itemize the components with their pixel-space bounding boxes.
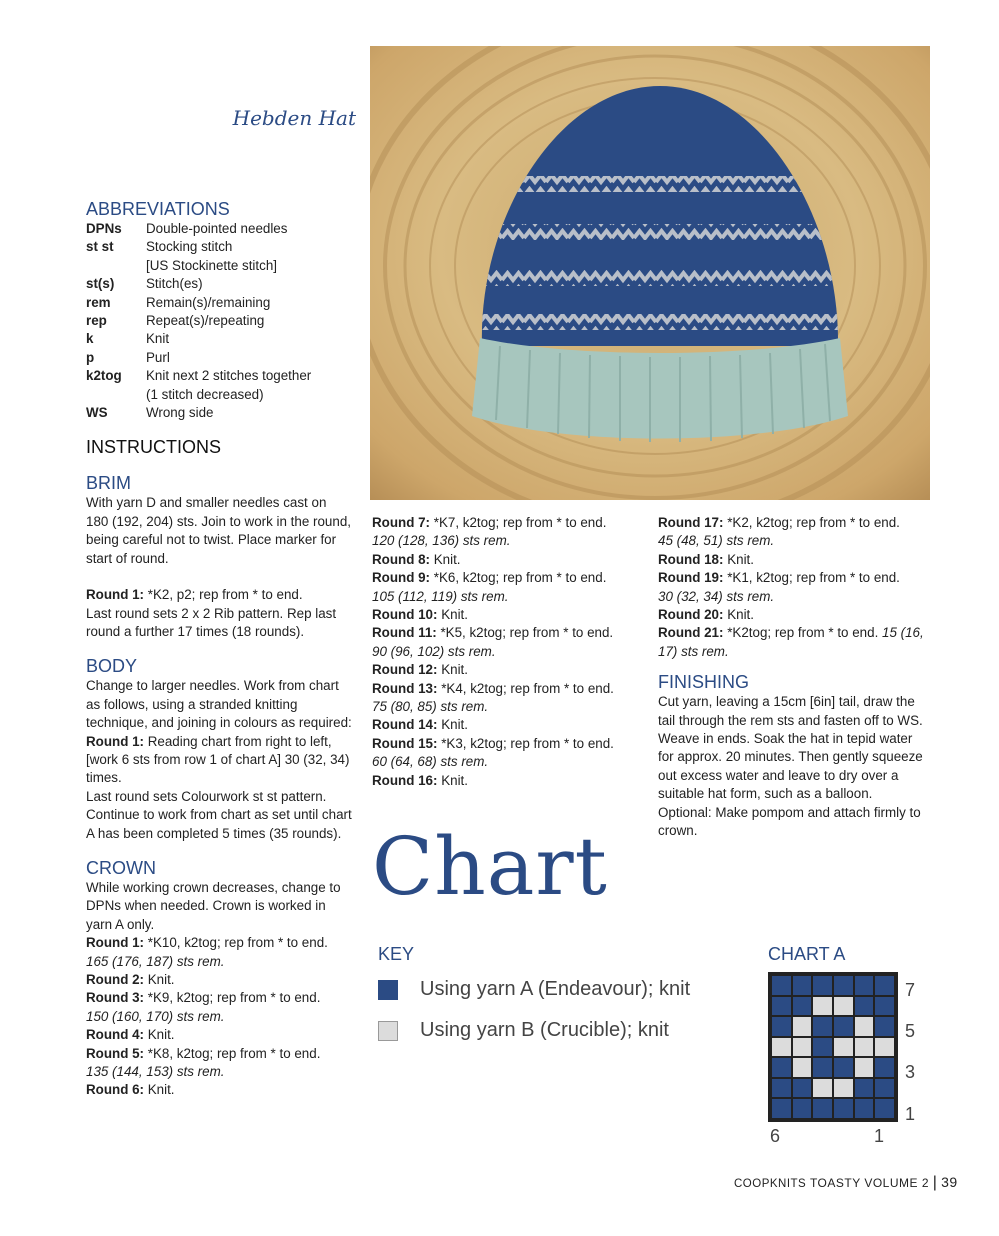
chart-col-label: 6	[770, 1126, 781, 1146]
chart-a-cells	[772, 976, 894, 1118]
round-remaining: 150 (160, 170) sts rem.	[86, 1008, 225, 1024]
abbreviation-term: p	[86, 349, 95, 365]
page-footer	[734, 1174, 958, 1192]
round-label: Round 4:	[86, 1027, 145, 1043]
chart-cell-yarn-b	[875, 1038, 894, 1057]
round-text: *K6, k2tog; rep from * to end.	[430, 570, 607, 586]
round-text: Reading chart from right to left, [work 6 sts from row 1 of chart A] 30 (32, 34) times.	[86, 733, 350, 786]
abbreviation-row	[86, 404, 352, 422]
abbreviation-term: rem	[86, 294, 111, 310]
round-label: Round 3:	[86, 990, 145, 1006]
key-heading: KEY	[378, 944, 415, 964]
round-text: *K2tog; rep from * to end.	[723, 625, 883, 641]
abbreviations-heading: ABBREVIATIONS	[86, 199, 230, 219]
chart-cell-yarn-a	[813, 1058, 832, 1077]
round-label: Round 9:	[372, 570, 431, 586]
round-text: Knit.	[430, 551, 461, 567]
abbreviation-term	[86, 257, 146, 275]
crown-round	[658, 606, 930, 624]
chart-cell-yarn-a	[793, 976, 812, 995]
round-remaining: 15 (16, 17) sts rem.	[658, 625, 924, 659]
abbreviation-term: st st	[86, 239, 114, 255]
abbreviations-list	[86, 220, 352, 422]
round-label: Round 5:	[86, 1045, 145, 1061]
chart-cell-yarn-a	[855, 997, 874, 1016]
key-item-b-label: Using yarn B (Crucible); knit	[420, 1019, 669, 1041]
chart-cell-yarn-a	[834, 1017, 853, 1036]
crown-rounds-col3	[658, 514, 930, 624]
chart-cell-yarn-a	[855, 1079, 874, 1098]
round-text: Knit.	[144, 972, 175, 987]
round-label: Round 7:	[372, 515, 431, 530]
chart-cell-yarn-b	[855, 1017, 874, 1036]
round-text: Knit.	[723, 607, 754, 623]
chart-cell-yarn-a	[875, 976, 894, 995]
brim-paragraph-2: Last round sets 2 x 2 Rib pattern. Rep last round a further 17 times (18 rounds).	[86, 605, 337, 639]
chart-cell-yarn-a	[772, 1079, 791, 1098]
abbreviation-term	[86, 386, 146, 404]
chart-heading: Chart	[372, 820, 608, 913]
chart-cell-yarn-a	[772, 1099, 791, 1118]
round-text: *K2, p2; rep from * to end.	[144, 587, 303, 603]
round-text: *K5, k2tog; rep from * to end.	[436, 625, 614, 641]
crown-round	[372, 551, 642, 569]
chart-cell-yarn-a	[855, 1099, 874, 1118]
round-text: *K9, k2tog; rep from * to end.	[144, 990, 321, 1006]
round-label: Round 1:	[86, 587, 145, 603]
round-text: Knit.	[437, 772, 468, 788]
abbreviation-row	[86, 275, 352, 293]
round-text: Knit.	[144, 1082, 175, 1098]
body-paragraph-2: Last round sets Colourwork st st pattern. Continue to work from chart as set until chart A has been completed 5 times (35 rounds).	[86, 788, 352, 841]
abbreviation-term: DPNs	[86, 221, 122, 236]
round-remaining: 165 (176, 187) sts rem.	[86, 953, 225, 969]
finishing-heading: FINISHING	[658, 672, 750, 693]
round-label: Round 1:	[86, 733, 145, 749]
crown-round	[372, 606, 642, 624]
round-text: *K10, k2tog; rep from * to end.	[144, 935, 328, 951]
crown-round	[372, 569, 642, 587]
round-remaining: 135 (144, 153) sts rem.	[86, 1064, 225, 1080]
chart-cell-yarn-b	[855, 1058, 874, 1077]
footer-volume: TOASTY VOLUME 2	[809, 1176, 930, 1190]
abbreviation-meaning: Stocking stitch	[146, 239, 233, 255]
chart-row-label: 5	[905, 1021, 916, 1041]
abbreviation-row	[86, 294, 352, 312]
round-text: *K2, k2tog; rep from * to end.	[723, 515, 900, 530]
round-text: *K4, k2tog; rep from * to end.	[437, 680, 614, 696]
chart-cell-yarn-a	[834, 976, 853, 995]
round-text: Knit.	[437, 662, 468, 678]
abbreviation-row	[86, 367, 352, 385]
key-item-b	[378, 1019, 669, 1042]
page-number: 39	[941, 1174, 958, 1190]
key-item-a-label: Using yarn A (Endeavour); knit	[420, 978, 691, 1000]
crown-round	[372, 624, 642, 642]
chart-cell-yarn-b	[834, 1038, 853, 1057]
column-middle	[372, 514, 642, 790]
crown-round	[86, 971, 352, 989]
crown-round	[86, 1045, 352, 1063]
round-text: Knit.	[437, 717, 468, 733]
abbreviation-meaning: Knit	[146, 331, 170, 347]
abbreviation-term: k2tog	[86, 368, 122, 384]
crown-round	[372, 680, 642, 698]
chart-a-heading: CHART A	[768, 944, 846, 964]
abbreviation-row	[86, 220, 352, 238]
chart-cell-yarn-b	[813, 1079, 832, 1098]
round-label: Round 19:	[658, 570, 724, 586]
hat-photo	[370, 46, 930, 500]
round-label: Round 17:	[658, 515, 724, 530]
round-text: Knit.	[144, 1027, 175, 1043]
chart-row-label: 7	[905, 980, 916, 1000]
round-remaining: 90 (96, 102) sts rem.	[372, 643, 496, 659]
round-label: Round 12:	[372, 662, 438, 678]
chart-cell-yarn-a	[793, 1099, 812, 1118]
chart-cell-yarn-b	[813, 997, 832, 1016]
abbreviation-meaning: Remain(s)/remaining	[146, 294, 271, 310]
crown-heading: CROWN	[86, 857, 156, 878]
round-label: Round 6:	[86, 1082, 145, 1098]
chart-cell-yarn-b	[772, 1038, 791, 1057]
round-label: Round 14:	[372, 717, 438, 733]
abbreviation-meaning: Wrong side	[146, 405, 214, 421]
round-remaining: 75 (80, 85) sts rem.	[372, 699, 489, 715]
chart-cell-yarn-a	[813, 976, 832, 995]
crown-round	[86, 1081, 352, 1099]
crown-round	[86, 1026, 352, 1044]
crown-round	[658, 569, 930, 587]
chart-cell-yarn-b	[834, 1079, 853, 1098]
grey-swatch-icon	[378, 1021, 398, 1041]
crown-round-21	[658, 624, 930, 661]
chart-cell-yarn-a	[772, 1017, 791, 1036]
crown-rounds-col2	[372, 514, 642, 790]
crown-round	[86, 989, 352, 1007]
round-text: Knit.	[437, 607, 468, 623]
chart-cell-yarn-a	[793, 1079, 812, 1098]
chart-cell-yarn-b	[855, 1038, 874, 1057]
chart-cell-yarn-b	[793, 1058, 812, 1077]
round-label: Round 10:	[372, 607, 438, 623]
instructions-heading: INSTRUCTIONS	[86, 437, 221, 458]
crown-round	[372, 772, 642, 790]
chart-cell-yarn-a	[875, 1017, 894, 1036]
abbreviation-meaning: Knit next 2 stitches together	[146, 368, 312, 384]
abbreviation-meaning: (1 stitch decreased)	[146, 386, 264, 402]
round-label: Round 1:	[86, 935, 145, 951]
crown-paragraph: While working crown decreases, change to DPNs when needed. Crown is worked in yarn A only.	[86, 879, 341, 932]
abbreviation-meaning: [US Stockinette stitch]	[146, 257, 277, 273]
round-label: Round 13:	[372, 680, 438, 696]
chart-cell-yarn-a	[834, 1099, 853, 1118]
footer-brand: COOPKNITS	[734, 1178, 807, 1190]
round-label: Round 11:	[372, 625, 437, 641]
chart-col-label: 1	[874, 1126, 885, 1146]
body-round-1	[86, 733, 352, 788]
round-label: Round 20:	[658, 607, 724, 623]
round-remaining: 60 (64, 68) sts rem.	[372, 754, 489, 770]
round-label: Round 15:	[372, 735, 438, 751]
chart-cell-yarn-a	[813, 1038, 832, 1057]
round-label: Round 8:	[372, 551, 431, 567]
abbreviation-row	[86, 330, 352, 348]
crown-round	[658, 514, 930, 532]
brim-heading: BRIM	[86, 473, 131, 494]
abbreviation-row	[86, 257, 352, 275]
chart-cell-yarn-a	[813, 1099, 832, 1118]
finishing-optional: Optional: Make pompom and attach firmly to crown.	[658, 804, 921, 839]
chart-a-grid	[768, 972, 898, 1122]
brim-paragraph: With yarn D and smaller needles cast on 180 (192, 204) sts. Join to work in the round, being careful not to twist. Place marker for start of round.	[86, 495, 351, 566]
crown-round	[372, 661, 642, 679]
crown-round	[372, 514, 642, 532]
chart-cell-yarn-b	[834, 997, 853, 1016]
crown-round	[372, 735, 642, 753]
abbreviation-term: rep	[86, 313, 107, 329]
round-text: *K7, k2tog; rep from * to end.	[430, 515, 607, 530]
round-text: *K3, k2tog; rep from * to end.	[437, 735, 614, 751]
crown-round	[372, 716, 642, 734]
round-text: Knit.	[723, 551, 754, 567]
navy-swatch-icon	[378, 980, 398, 1000]
round-label: Round 18:	[658, 551, 724, 567]
abbreviation-row	[86, 349, 352, 367]
chart-cell-yarn-a	[772, 1058, 791, 1077]
abbreviation-term: WS	[86, 405, 108, 421]
round-label: Round 2:	[86, 972, 145, 987]
brim-round-1	[86, 586, 352, 604]
chart-cell-yarn-a	[855, 976, 874, 995]
abbreviation-meaning: Repeat(s)/repeating	[146, 313, 265, 329]
chart-cell-yarn-a	[772, 976, 791, 995]
round-label: Round 21:	[658, 625, 724, 641]
chart-cell-yarn-a	[875, 1058, 894, 1077]
abbreviation-meaning: Purl	[146, 349, 170, 365]
crown-rounds-col1	[86, 934, 352, 1100]
chart-cell-yarn-b	[793, 1017, 812, 1036]
chart-cell-yarn-a	[813, 1017, 832, 1036]
crown-round	[86, 934, 352, 952]
round-remaining: 30 (32, 34) sts rem.	[658, 588, 775, 604]
round-text: *K8, k2tog; rep from * to end.	[144, 1045, 321, 1061]
footer-separator: |	[932, 1174, 938, 1191]
chart-cell-yarn-a	[793, 997, 812, 1016]
abbreviation-term: k	[86, 331, 94, 347]
finishing-paragraph: Cut yarn, leaving a 15cm [6in] tail, draw the tail through the rem sts and fasten off to WS. Weave in ends. Soak the hat in tepid water for approx. 20 minutes. Then gently squeeze out excess water and leave to dry over a suitable hat form, such as a balloon.	[658, 694, 923, 802]
pattern-title: Hebden Hat	[232, 106, 356, 130]
abbreviation-term: st(s)	[86, 276, 115, 292]
abbreviation-meaning: Stitch(es)	[146, 276, 203, 292]
chart-cell-yarn-a	[875, 1099, 894, 1118]
crown-round	[658, 551, 930, 569]
round-text: *K1, k2tog; rep from * to end.	[723, 570, 900, 586]
round-label: Round 16:	[372, 772, 438, 788]
column-left	[86, 198, 352, 1100]
chart-cell-yarn-a	[834, 1058, 853, 1077]
abbreviation-meaning: Double-pointed needles	[146, 221, 288, 236]
key-item-a	[378, 978, 690, 1001]
abbreviation-row	[86, 312, 352, 330]
chart-cell-yarn-a	[772, 997, 791, 1016]
abbreviation-row	[86, 386, 352, 404]
chart-row-label: 3	[905, 1062, 916, 1082]
round-remaining: 105 (112, 119) sts rem.	[372, 588, 509, 604]
chart-cell-yarn-b	[793, 1038, 812, 1057]
chart-cell-yarn-a	[875, 997, 894, 1016]
abbreviation-row	[86, 238, 352, 256]
chart-cell-yarn-a	[875, 1079, 894, 1098]
chart-row-label: 1	[905, 1104, 916, 1124]
round-remaining: 45 (48, 51) sts rem.	[658, 533, 775, 549]
round-remaining: 120 (128, 136) sts rem.	[372, 533, 511, 549]
body-heading: BODY	[86, 656, 138, 677]
column-right	[658, 514, 930, 841]
body-paragraph: Change to larger needles. Work from chart as follows, using a stranded knitting technique, and joining in colours as required:	[86, 678, 352, 731]
